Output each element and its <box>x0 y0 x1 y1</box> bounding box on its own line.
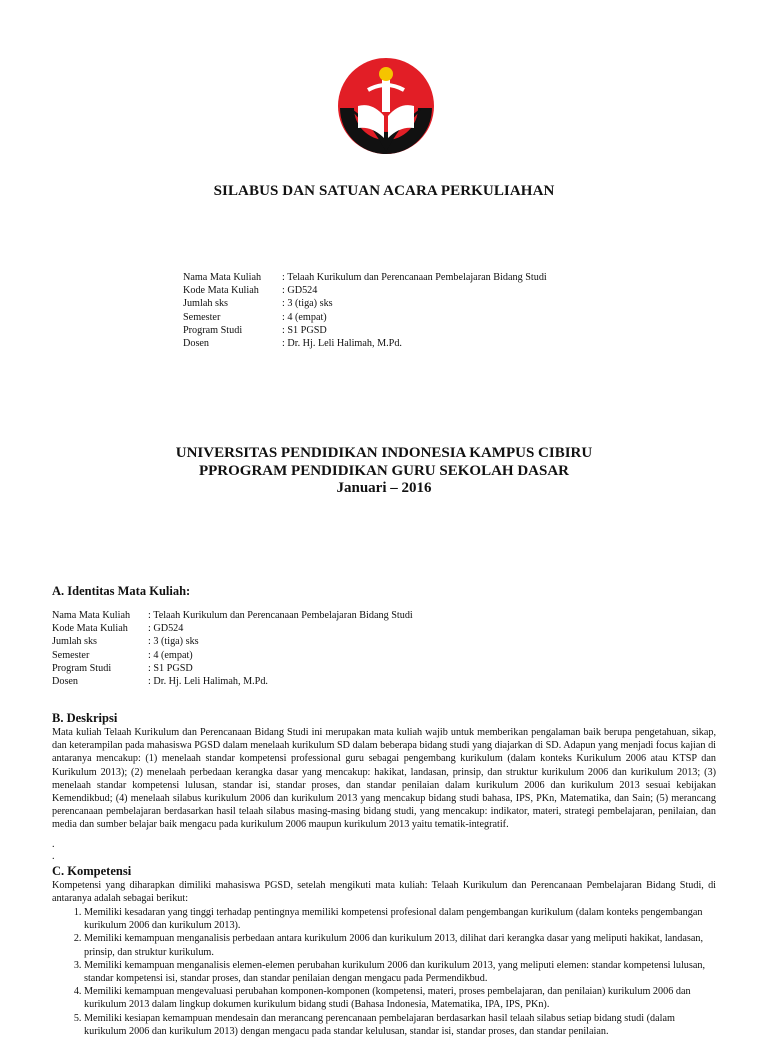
cover-course-info <box>183 271 547 350</box>
info-label: Jumlah sks <box>183 298 228 310</box>
info-row <box>52 609 413 622</box>
info-row <box>183 311 547 324</box>
info-row <box>183 324 547 337</box>
competency-item: 2. Memiliki kemampuan menganalisis perbedaan antara kurikulum 2006 dan kurikulum 2013, dilihat dari kerangka dasar yang meliputi hakikat, landasan, prinsip, dan struktur kurikulum. <box>84 932 716 958</box>
info-value: : Dr. Hj. Leli Halimah, M.Pd. <box>148 676 268 688</box>
info-label: Dosen <box>52 676 79 688</box>
document-date: Januari – 2016 <box>336 480 432 496</box>
competency-list <box>52 906 716 1038</box>
university-block <box>0 445 768 498</box>
university-name: UNIVERSITAS PENDIDIKAN INDONESIA KAMPUS CIBIRU <box>175 445 593 461</box>
section-c-heading: C. Kompetensi <box>52 864 132 878</box>
info-row <box>183 337 547 350</box>
info-value: : 3 (tiga) sks <box>148 636 199 648</box>
competency-item: 1. Memiliki kesadaran yang tinggi terhadap pentingnya memiliki kompetensi profesional dalam pengembangan kurikulum (dalam konteks pengembangan kurikulum 2006 dan kurikulum 2013). <box>84 906 716 932</box>
info-value: : 4 (empat) <box>148 649 193 661</box>
info-value: : S1 PGSD <box>282 324 327 336</box>
info-label: Nama Mata Kuliah <box>183 272 262 283</box>
competency-item: 4. Memiliki kemampuan mengevaluasi perubahan komponen-komponen (kompetensi, materi, proses pembelajaran, dan penilaian) kurikulum 2006 dan kurikulum 2013 dalam lingkup dokumen kurikulum bidang studi (Bahasa Indonesia, Matematika, IPA, IPS, PKn). <box>84 985 716 1011</box>
info-value: : S1 PGSD <box>148 662 193 674</box>
info-row <box>52 635 413 648</box>
info-row <box>183 297 547 310</box>
university-logo <box>336 56 436 156</box>
document-title: SILABUS DAN SATUAN ACARA PERKULIAHAN <box>213 183 555 199</box>
info-value: : GD524 <box>282 285 318 297</box>
competency-intro: Kompetensi yang diharapkan dimiliki mahasiswa PGSD, setelah mengikuti mata kuliah: Telaah Kurikulum dan Perencanaan Pembelajaran Bidang Studi, di antaranya adalah sebagai berikut: <box>52 880 716 905</box>
info-value: : Dr. Hj. Leli Halimah, M.Pd. <box>282 338 402 350</box>
logo-flame <box>379 67 393 81</box>
info-row <box>183 271 547 284</box>
info-label: Semester <box>183 311 221 323</box>
info-label: Jumlah sks <box>52 636 97 648</box>
info-label: Semester <box>52 649 90 661</box>
info-row <box>52 649 413 662</box>
info-label: Dosen <box>183 338 210 350</box>
competency-item: 5. Memiliki kesiapan kemampuan mendesain dan merancang perencanaan pembelajaran berdasarkan hasil telaah silabus setiap bidang studi (dalam kurikulum 2006 dan kurikulum 2013) dengan mengacu pada standar kelulusan, standar isi, standar proses, dan standar penilaian. <box>84 1012 716 1038</box>
info-label: Nama Mata Kuliah <box>52 610 131 621</box>
info-value: : 4 (empat) <box>282 311 327 323</box>
section-b-heading: B. Deskripsi <box>52 711 118 725</box>
program-name: PPROGRAM PENDIDIKAN GURU SEKOLAH DASAR <box>198 462 569 479</box>
info-value: : 3 (tiga) sks <box>282 298 333 310</box>
info-row <box>52 662 413 675</box>
info-label: Program Studi <box>52 662 112 674</box>
info-label: Program Studi <box>183 324 243 336</box>
info-row <box>52 675 413 688</box>
info-value: : Telaah Kurikulum dan Perencanaan Pembelajaran Bidang Studi <box>282 272 547 283</box>
description-paragraph: Mata kuliah Telaah Kurikulum dan Perencanaan Bidang Studi ini merupakan mata kuliah wajib untuk memberikan pengalaman baik berupa pengetahuan, sikap, dan keterampilan pada mahasiswa PGSD dalam menelaah kurikulum SD dalam beberapa bidang studi yang diajarkan di SD. Adapun yang menjadi focus kajian di antaranya mencakup: (1) menelaah standar kompetensi professional guru sebagai pengembang kurikulum (dalam konteks Kurikulum 2006 atau KTSP dan Kurikulum 2013); (2) menelaah perbedaan kerangka dasar yang mencakup: hakikat, landasan, prinsip, dan struktur kurikulum 2006 dan kurikulum 2013; (3) menelaah standar kompetensi lulusan, standar isi, standar proses, dan standar penilaian dalam kurikulum 2006 dan kurikulum 2013 sesuai kebijakan Kemendikbud; (4) menelaah silabus kurikulum 2006 dan kurikulum 2013 yang mencakup bidang studi bahasa, IPS, PKn, Matematika, dan Sain; (5) merancang perencanaan pembelajaran berdasarkan hasil telaah silabus masing-masing bidang studi, yang mencakup: indikator, materi, strategi pembelajaran, penilaian, dan media dan sumber belajar baik mengacu pada kurikulum 2006 maupun kurikulum 2013 yaitu tematik-integratif. <box>52 727 716 831</box>
competency-item: 3. Memiliki kemampuan menganalisis elemen-elemen perubahan kurikulum 2006 dan kurikulum 2013, yang meliputi elemen: standar kompetensi lulusan, standar kompetensi isi, standar proses, dan standar penilaian dengan mengacu pada Permendikbud. <box>84 959 716 985</box>
stray-dot: . <box>52 851 55 862</box>
info-row <box>52 622 413 635</box>
info-value: : GD524 <box>148 623 184 635</box>
identitas-course-info <box>52 609 413 688</box>
info-label: Kode Mata Kuliah <box>183 285 259 297</box>
stray-dot: . <box>52 839 55 850</box>
section-a-heading: A. Identitas Mata Kuliah: <box>52 584 191 598</box>
info-label: Kode Mata Kuliah <box>52 623 128 635</box>
info-value: : Telaah Kurikulum dan Perencanaan Pembelajaran Bidang Studi <box>148 610 413 621</box>
info-row <box>183 284 547 297</box>
